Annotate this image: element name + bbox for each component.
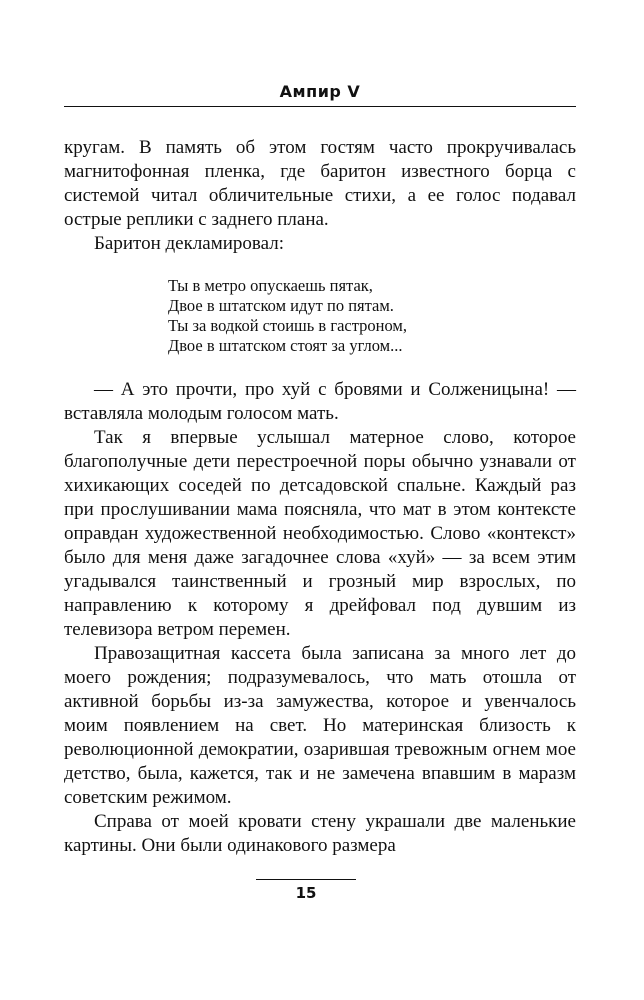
paragraph: Правозащитная кассета была записана за много лет до моего рождения; подразумевалось, что мать отошла от активной борьбы из-за замужества, которое и увенчалось моим появлением на свет. Но материнская близость к революционной демократии, озарившая тревожным огнем мое детство, была, кажется, так и не замечена впавшим в маразм советским режимом. — [64, 643, 576, 808]
paragraph: Справа от моей кровати стену украшали две маленькие картины. Они были одинакового размера — [64, 811, 576, 856]
page-number: 15 — [295, 884, 317, 902]
paragraph: Так я впервые услышал матерное слово, которое благополучные дети перестроечной поры обычно узнавали от хихикающих соседей по детсадовской спальне. Каждый раз при прослушивании мама поясняла, что мат в этом контексте оправдан художественной необходимостью. Слово «контекст» было для меня даже загадочнее слова «хуй» — за всем этим угадывался таинственный и грозный мир взрослых, по направлению к которому я дрейфовал под дувшим из телевизора ветром перемен. — [64, 427, 576, 640]
verse-line: Двое в штатском стоят за углом... — [168, 336, 403, 355]
verse-line: Ты в метро опускаешь пятак, — [168, 276, 373, 295]
paragraph: Баритон декламировал: — [94, 233, 284, 254]
verse-block — [168, 276, 576, 356]
verse-line: Двое в штатском идут по пятам. — [168, 296, 394, 315]
page-body — [64, 136, 576, 858]
paragraph: кругам. В память об этом гостям часто прокручивалась магнитофонная пленка, где баритон известного борца с системой читал обличительные стихи, а ее голос подавал острые реплики с заднего плана. — [64, 137, 576, 230]
verse-line: Ты за водкой стоишь в гастроном, — [168, 316, 407, 335]
footer-divider — [256, 879, 356, 880]
header-divider — [64, 106, 576, 107]
running-head-title: Ампир V — [279, 82, 361, 101]
paragraph: — А это прочти, про хуй с бровями и Солженицына! — вставляла молодым голосом мать. — [64, 379, 576, 424]
